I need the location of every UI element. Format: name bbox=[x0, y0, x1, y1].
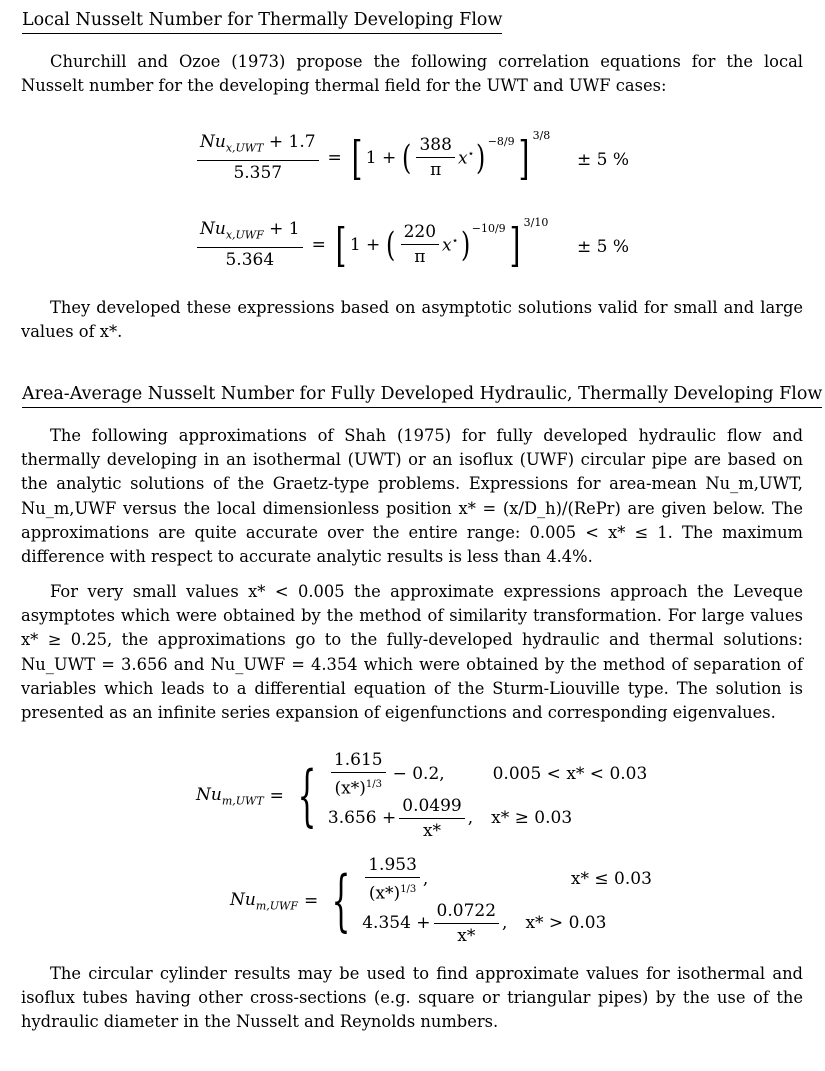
eq1-nu-sub: x,UWT bbox=[225, 141, 264, 155]
eq3-c1-num: 1.615 bbox=[331, 750, 386, 773]
eq3-lhs-sub: m,UWT bbox=[221, 794, 264, 808]
paragraph-shah: The following approximations of Shah (1975) for fully developed hydraulic flow and thermally developing in an isothermal (UWT) or an isoflux (UWF) circular pipe are based on the analytic solutions of the Graetz-type problems. Expressions for area-mean Nu_m,UWT, Nu_m,UWF versus the local dimensionless position x* = (x/D_h)/(RePr) are given below. The approximations are quite accurate over the entire range: 0.005 < x* ≤ 1. The maximum difference with respect to accurate analytic results is less than 4.4%. bbox=[21, 426, 803, 567]
eq2-lhs-fraction bbox=[197, 219, 303, 270]
eq3-c2-den: x* bbox=[422, 820, 442, 841]
eq1-nu: Nu bbox=[200, 132, 226, 152]
eq4-lhs: Nu bbox=[230, 889, 256, 910]
eq2-inner-num: 220 bbox=[401, 222, 439, 245]
eq2-den: 5.364 bbox=[225, 250, 275, 271]
eq3-c2-lead: 3.656 + bbox=[327, 808, 397, 828]
eq1-tolerance: ± 5 % bbox=[577, 150, 630, 170]
eq1-den: 5.357 bbox=[233, 163, 283, 184]
equation-uwf-local: $\frac{Nu_{x,UWF} + 1}{5.364}$ = [ 1 + ( $\frac{220}{\pi}$ x⋆ ) $^{-10/9}$ ] $^{3/10}$ bbox=[194, 219, 548, 270]
paragraph-leveque: For very small values x* < 0.005 the approximate expressions approach the Leveque asymptotes which were obtained by the method of similarity transformation. For large values x* ≥ 0.25, the approximations go to the fully-developed hydraulic and thermal solutions: Nu_UWT = 3.656 and Nu_UWF = 4.354 which were obtained by the method of separation of variables which leads to a differential equation of the Sturm-Liouville type. The solution is presented as an infinite series expansion of eigenfunctions and corresponding eigenvalues. bbox=[21, 582, 803, 723]
eq2-nu-sub: x,UWF bbox=[225, 228, 264, 242]
eq4-c2-den: x* bbox=[457, 925, 476, 946]
eq2-inner-fraction bbox=[401, 222, 439, 267]
eq4-c1-tail: , bbox=[422, 869, 429, 889]
section-heading-local-nusselt: Local Nusselt Number for Thermally Developing Flow bbox=[22, 10, 502, 34]
equation-uwt-mean: $Nu_{m,UWT}$ = { $\frac{1.615}{(x*)^{1/3}}$ − 0.2, 0.005 < x* < 0.03 3.656 + $\frac{0.0499}{x*}$ , x* ≥ 0.03 bbox=[196, 749, 648, 841]
eq1-inner-den: π bbox=[430, 160, 442, 181]
eq3-c2-condition: x* ≥ 0.03 bbox=[491, 808, 573, 828]
eq2-nu: Nu bbox=[200, 219, 226, 239]
section-heading-area-average: Area-Average Nusselt Number for Fully Developed Hydraulic, Thermally Developing Flow bbox=[22, 384, 822, 408]
eq3-c1-condition: 0.005 < x* < 0.03 bbox=[492, 764, 648, 784]
paragraph-asymptotic: They developed these expressions based on asymptotic solutions valid for small and large values of x*. bbox=[21, 298, 803, 342]
eq3-c1-den-exp: 1/3 bbox=[365, 778, 382, 790]
eq1-inner-fraction bbox=[416, 135, 454, 180]
eq3-c1-tail: − 0.2, bbox=[392, 764, 445, 784]
eq1-num-add: + 1.7 bbox=[268, 132, 316, 152]
paragraph-churchill-ozoe: Churchill and Ozoe (1973) propose the following correlation equations for the local Nusselt number for the developing thermal field for the UWT and UWF cases: bbox=[21, 52, 803, 96]
equation-uwf-mean: $Nu_{m,UWF}$ = { $\frac{1.953}{(x*)^{1/3}}$ , x* ≤ 0.03 4.354 + $\frac{0.0722}{x*}$ , x* > 0.03 bbox=[230, 854, 652, 946]
eq1-lhs-fraction bbox=[197, 132, 319, 183]
eq4-case2-fraction bbox=[434, 901, 499, 946]
eq4-c1-den-exp: 1/3 bbox=[400, 883, 417, 895]
eq3-c2-num: 0.0499 bbox=[399, 796, 464, 819]
eq3-lhs: Nu bbox=[196, 784, 222, 805]
eq2-inner-exp: −10/9 bbox=[471, 222, 506, 236]
eq4-c2-lead: 4.354 + bbox=[362, 913, 431, 933]
eq4-c1-num: 1.953 bbox=[365, 855, 420, 878]
eq4-lhs-sub: m,UWF bbox=[255, 899, 298, 913]
eq4-c2-num: 0.0722 bbox=[434, 901, 499, 924]
paragraph-circular-cylinder: The circular cylinder results may be used to find approximate values for isothermal and isoflux tubes having other cross-sections (e.g. square or triangular pipes) by the use of the hydraulic diameter in the Nusselt and Reynolds numbers. bbox=[21, 964, 803, 1032]
eq4-c2-condition: x* > 0.03 bbox=[525, 913, 607, 933]
eq2-num-add: + 1 bbox=[269, 219, 300, 239]
eq3-case2-fraction bbox=[399, 796, 464, 841]
eq4-c1-condition: x* ≤ 0.03 bbox=[570, 869, 652, 889]
equation-uwt-local: $\frac{Nu_{x,UWT} + 1.7}{5.357}$ = [ 1 + ( $\frac{388}{\pi}$ x⋆ ) $^{-8/9}$ ] $^{3/8}$ bbox=[194, 132, 550, 183]
eq4-case1-fraction bbox=[365, 855, 420, 904]
eq2-outer-exp: 3/10 bbox=[523, 216, 549, 230]
eq1-outer-exp: 3/8 bbox=[532, 129, 551, 143]
eq4-c1-den: (x*) bbox=[368, 883, 401, 904]
eq1-inner-exp: −8/9 bbox=[487, 135, 515, 149]
eq2-inner-den: π bbox=[414, 247, 426, 268]
eq2-tolerance: ± 5 % bbox=[577, 237, 630, 257]
eq1-inner-num: 388 bbox=[416, 135, 454, 158]
eq3-case1-fraction bbox=[331, 750, 386, 799]
eq3-c1-den: (x*) bbox=[334, 778, 366, 799]
